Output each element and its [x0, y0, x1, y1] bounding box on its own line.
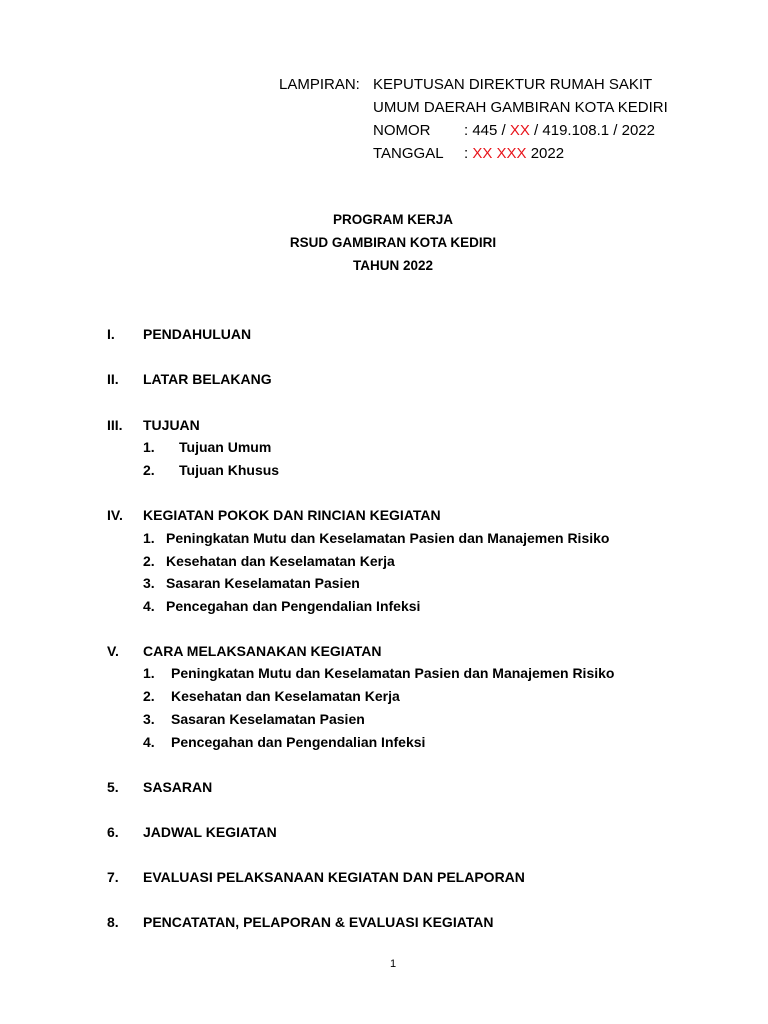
page-number: 1 [389, 958, 397, 970]
section-heading: EVALUASI PELAKSANAAN KEGIATAN DAN PELAPORAN [143, 869, 525, 885]
lampiran-line-2: UMUM DAERAH GAMBIRAN KOTA KEDIRI [373, 99, 668, 116]
nomor-label: NOMOR [373, 122, 431, 139]
list-item: Tujuan Khusus [179, 462, 280, 478]
lampiran-line-1: KEPUTUSAN DIREKTUR RUMAH SAKIT [373, 76, 653, 93]
tanggal-value [464, 145, 564, 162]
section-num: III. [107, 417, 123, 433]
tanggal-prefix: : [464, 145, 473, 162]
list-item-num: 2. [143, 462, 155, 478]
section-heading: PENDAHULUAN [143, 326, 252, 342]
list-item: Kesehatan dan Keselamatan Kerja [166, 553, 395, 569]
section-heading: TUJUAN [143, 417, 200, 433]
section-num: II. [107, 371, 119, 387]
nomor-placeholder: XX [509, 122, 530, 139]
tanggal-placeholder: XX XXX [472, 145, 527, 162]
list-item-num: 2. [143, 688, 155, 704]
list-item-num: 1. [143, 530, 155, 546]
list-item-num: 3. [143, 711, 155, 727]
list-item: Peningkatan Mutu dan Keselamatan Pasien dan Manajemen Risiko [171, 665, 615, 681]
document-title-line-1: PROGRAM KERJA [332, 212, 453, 227]
list-item-num: 2. [143, 553, 155, 569]
list-item-num: 4. [143, 598, 155, 614]
tanggal-suffix: 2022 [526, 145, 565, 162]
section-heading: LATAR BELAKANG [143, 371, 272, 387]
list-item-num: 4. [143, 734, 155, 750]
section-heading: JADWAL KEGIATAN [143, 824, 277, 840]
document-title-line-2: RSUD GAMBIRAN KOTA KEDIRI [289, 235, 497, 250]
list-item-num: 1. [143, 439, 155, 455]
section-num: V. [107, 643, 119, 659]
list-item: Sasaran Keselamatan Pasien [171, 711, 365, 727]
section-num: 6. [107, 824, 119, 840]
nomor-prefix: : 445 / [464, 122, 510, 139]
section-num: IV. [107, 507, 123, 523]
tanggal-label: TANGGAL [373, 145, 444, 162]
lampiran-label: LAMPIRAN: [279, 76, 360, 93]
list-item: Pencegahan dan Pengendalian Infeksi [166, 598, 421, 614]
nomor-value [464, 122, 655, 139]
section-num: 8. [107, 914, 119, 930]
section-num: 7. [107, 869, 119, 885]
list-item: Tujuan Umum [179, 439, 272, 455]
list-item: Kesehatan dan Keselamatan Kerja [171, 688, 400, 704]
section-heading: SASARAN [143, 779, 213, 795]
section-heading: PENCATATAN, PELAPORAN & EVALUASI KEGIATAN [143, 914, 494, 930]
nomor-suffix: / 419.108.1 / 2022 [529, 122, 655, 139]
section-num: 5. [107, 779, 119, 795]
list-item-num: 1. [143, 665, 155, 681]
list-item: Pencegahan dan Pengendalian Infeksi [171, 734, 426, 750]
list-item-num: 3. [143, 575, 155, 591]
section-num: I. [107, 326, 115, 342]
document-title-line-3: TAHUN 2022 [352, 258, 434, 273]
list-item: Sasaran Keselamatan Pasien [166, 575, 360, 591]
section-heading: CARA MELAKSANAKAN KEGIATAN [143, 643, 382, 659]
section-heading: KEGIATAN POKOK DAN RINCIAN KEGIATAN [143, 507, 441, 523]
list-item: Peningkatan Mutu dan Keselamatan Pasien dan Manajemen Risiko [166, 530, 610, 546]
